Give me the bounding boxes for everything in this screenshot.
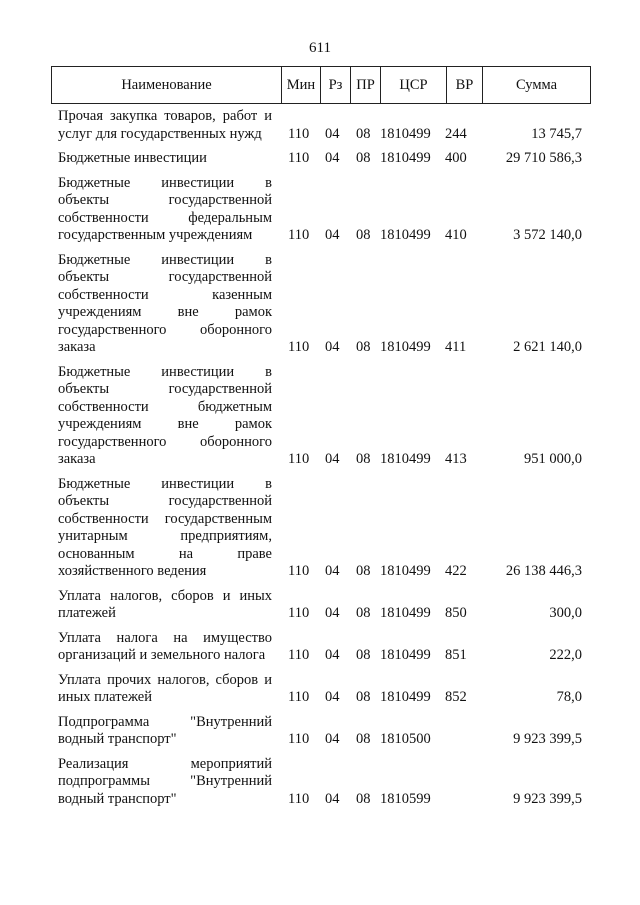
row-rz: 04 bbox=[325, 790, 340, 807]
row-rz: 04 bbox=[325, 689, 340, 705]
row-name-line: Реализация мероприятий bbox=[58, 755, 272, 772]
row-name bbox=[58, 672, 272, 707]
row-name-line: Бюджетные инвестиции в bbox=[58, 475, 272, 492]
row-csr: 1810499 bbox=[380, 451, 431, 467]
header-rz: Рз bbox=[320, 67, 350, 103]
row-name-line: собственности государственным bbox=[58, 510, 272, 527]
row-pr: 08 bbox=[356, 227, 371, 243]
header-pr: ПР bbox=[350, 67, 380, 103]
row-name-line: собственности казенным bbox=[58, 286, 272, 303]
row-name bbox=[58, 108, 272, 143]
row-csr: 1810499 bbox=[380, 647, 431, 663]
row-name-line: водный транспорт" bbox=[58, 790, 177, 807]
row-vr: 850 bbox=[445, 605, 467, 621]
table-row bbox=[0, 672, 640, 707]
row-vr: 851 bbox=[445, 647, 467, 663]
row-rz: 04 bbox=[325, 227, 340, 243]
row-vr: 852 bbox=[445, 689, 467, 705]
row-name-line: заказа bbox=[58, 451, 96, 467]
row-name-line: собственности федеральным bbox=[58, 209, 272, 226]
row-pr: 08 bbox=[356, 125, 371, 142]
table-row bbox=[0, 108, 640, 143]
row-name-line: иных платежей bbox=[58, 689, 152, 705]
row-name-line: хозяйственного ведения bbox=[58, 563, 207, 579]
row-name bbox=[58, 714, 272, 749]
row-pr: 08 bbox=[356, 150, 371, 166]
row-pr: 08 bbox=[356, 563, 371, 579]
row-min: 110 bbox=[288, 563, 310, 579]
row-name-line: государственного оборонного bbox=[58, 321, 272, 338]
row-vr: 413 bbox=[445, 451, 467, 467]
row-name-line: Бюджетные инвестиции в bbox=[58, 363, 272, 380]
row-rz: 04 bbox=[325, 731, 340, 747]
row-rz: 04 bbox=[325, 339, 340, 355]
row-pr: 08 bbox=[356, 689, 371, 705]
row-vr: 400 bbox=[445, 150, 467, 166]
row-sum: 9 923 399,5 bbox=[513, 731, 582, 747]
row-sum: 26 138 446,3 bbox=[505, 563, 582, 579]
row-vr: 422 bbox=[445, 563, 467, 579]
row-csr: 1810500 bbox=[380, 731, 431, 747]
row-sum: 2 621 140,0 bbox=[513, 339, 582, 355]
table-row bbox=[0, 150, 640, 168]
row-min: 110 bbox=[288, 451, 310, 467]
row-name-line: Уплата прочих налогов, сборов и bbox=[58, 671, 272, 688]
row-pr: 08 bbox=[356, 731, 371, 747]
row-name-line: подпрограммы "Внутренний bbox=[58, 773, 272, 789]
row-csr: 1810499 bbox=[380, 125, 431, 142]
row-name-line: учреждениям вне рамок bbox=[58, 304, 272, 320]
row-rz: 04 bbox=[325, 563, 340, 579]
table-row bbox=[0, 364, 640, 469]
row-name-line: Бюджетные инвестиции bbox=[58, 150, 207, 166]
row-name-line: государственного оборонного bbox=[58, 433, 272, 450]
row-pr: 08 bbox=[356, 647, 371, 663]
row-name-line: платежей bbox=[58, 605, 116, 621]
table-row bbox=[0, 756, 640, 809]
row-name bbox=[58, 756, 272, 809]
row-name-line: Прочая закупка товаров, работ и bbox=[58, 108, 272, 124]
row-min: 110 bbox=[288, 790, 310, 807]
row-name bbox=[58, 588, 272, 623]
row-rz: 04 bbox=[325, 150, 340, 166]
row-csr: 1810499 bbox=[380, 150, 431, 166]
row-pr: 08 bbox=[356, 339, 371, 355]
table-row bbox=[0, 588, 640, 623]
row-rz: 04 bbox=[325, 451, 340, 467]
row-csr: 1810499 bbox=[380, 563, 431, 579]
row-vr: 244 bbox=[445, 125, 467, 142]
header-vr: ВР bbox=[446, 67, 482, 103]
row-pr: 08 bbox=[356, 451, 371, 467]
row-sum: 300,0 bbox=[549, 605, 582, 621]
row-rz: 04 bbox=[325, 647, 340, 663]
row-name-line: унитарным предприятиям, bbox=[58, 528, 272, 544]
row-vr: 411 bbox=[445, 339, 467, 355]
row-sum: 29 710 586,3 bbox=[505, 150, 582, 166]
row-name-line: Бюджетные инвестиции в bbox=[58, 251, 272, 268]
row-sum: 9 923 399,5 bbox=[513, 790, 582, 807]
row-sum: 951 000,0 bbox=[524, 451, 582, 467]
header-csr: ЦСР bbox=[380, 67, 446, 103]
header-min: Мин bbox=[281, 67, 320, 103]
row-csr: 1810499 bbox=[380, 339, 431, 355]
row-name-line: услуг для государственных нужд bbox=[58, 125, 262, 142]
row-vr: 410 bbox=[445, 227, 467, 243]
row-name-line: объекты государственной bbox=[58, 269, 272, 285]
header-sum: Сумма bbox=[482, 67, 591, 103]
row-name-line: объекты государственной bbox=[58, 381, 272, 397]
table-row bbox=[0, 252, 640, 357]
row-name-line: Подпрограмма "Внутренний bbox=[58, 713, 272, 730]
row-name-line: объекты государственной bbox=[58, 192, 272, 208]
table-row bbox=[0, 630, 640, 665]
row-name-line: Уплата налогов, сборов и иных bbox=[58, 587, 272, 604]
table-row bbox=[0, 476, 640, 581]
row-csr: 1810599 bbox=[380, 790, 431, 807]
row-sum: 78,0 bbox=[556, 689, 582, 705]
row-min: 110 bbox=[288, 647, 310, 663]
row-sum: 222,0 bbox=[549, 647, 582, 663]
row-name bbox=[58, 252, 272, 357]
row-rz: 04 bbox=[325, 605, 340, 621]
row-pr: 08 bbox=[356, 605, 371, 621]
table-header bbox=[51, 66, 591, 104]
row-name-line: Уплата налога на имущество bbox=[58, 629, 272, 646]
row-name-line: основанным на праве bbox=[58, 545, 272, 562]
row-name-line: учреждениям вне рамок bbox=[58, 416, 272, 432]
row-name bbox=[58, 364, 272, 469]
row-name bbox=[58, 150, 272, 168]
row-name-line: водный транспорт" bbox=[58, 731, 177, 747]
row-name-line: Бюджетные инвестиции в bbox=[58, 174, 272, 191]
row-pr: 08 bbox=[356, 790, 371, 807]
row-min: 110 bbox=[288, 731, 310, 747]
row-rz: 04 bbox=[325, 125, 340, 142]
table-row bbox=[0, 175, 640, 245]
header-name: Наименование bbox=[51, 67, 281, 103]
row-min: 110 bbox=[288, 605, 310, 621]
row-name-line: организаций и земельного налога bbox=[58, 647, 266, 663]
row-name bbox=[58, 476, 272, 581]
row-csr: 1810499 bbox=[380, 605, 431, 621]
row-name-line: собственности бюджетным bbox=[58, 398, 272, 415]
row-min: 110 bbox=[288, 689, 310, 705]
row-name bbox=[58, 630, 272, 665]
row-name-line: государственным учреждениям bbox=[58, 227, 253, 243]
row-sum: 13 745,7 bbox=[531, 125, 582, 142]
row-csr: 1810499 bbox=[380, 227, 431, 243]
row-min: 110 bbox=[288, 339, 310, 355]
row-csr: 1810499 bbox=[380, 689, 431, 705]
row-min: 110 bbox=[288, 227, 310, 243]
row-sum: 3 572 140,0 bbox=[513, 227, 582, 243]
row-name-line: объекты государственной bbox=[58, 493, 272, 509]
row-min: 110 bbox=[288, 150, 310, 166]
page-number: 611 bbox=[309, 40, 331, 56]
row-name-line: заказа bbox=[58, 339, 96, 355]
row-min: 110 bbox=[288, 125, 310, 142]
table-row bbox=[0, 714, 640, 749]
row-name bbox=[58, 175, 272, 245]
